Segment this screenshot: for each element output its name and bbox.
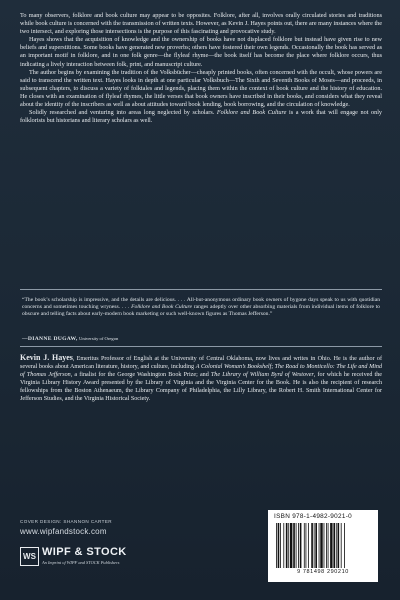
barcode-bar	[304, 523, 305, 568]
barcode-icon	[276, 523, 370, 568]
quote-book-title: Folklore and Book Culture	[131, 304, 193, 311]
barcode-bar	[300, 523, 302, 568]
publisher-name: WIPF & STOCK	[42, 546, 127, 558]
description-paragraph-4	[20, 109, 382, 125]
publisher-imprint: An Imprint of WIPF and STOCK Publishers	[42, 560, 120, 565]
barcode-bar	[311, 523, 313, 568]
barcode-bar	[330, 523, 332, 568]
barcode-bar	[283, 523, 284, 568]
quote-part-1: “The book’s scholarship is impressive, and the details are delicious. . . . All-but-anonymous ordinary book owners of bygone days speak to us with quotidian concerns and sometimes touching wryness. . . .	[22, 297, 380, 311]
description-paragraph-1: To many observers, folklore and book culture may appear to be opposites. Folklore, after all, involves orally circulated stories and traditions while book culture is concerned with the transmission of written texts. However, as Kevin J. Hayes points out, there are many instances where the two intersect, and exploring those intersections is the purpose of this fascinating and provocative study.	[20, 12, 382, 36]
barcode-bar	[290, 523, 292, 568]
isbn-label: ISBN 978-1-4982-9021-0	[274, 513, 353, 520]
paragraph-4-rest: is a work that will engage not only folklorists but historians and literary scholars as well.	[20, 109, 383, 125]
paragraph-4-text: Solidly researched and venturing into areas long neglected by scholars.	[29, 109, 217, 117]
description-paragraph-3: The author begins by examining the tradition of the Volksbücher—cheaply printed books, often concerned with the occult, whose powers are said to transcend the written text. Hayes looks in depth at one particular Volksbuch—The Sixth and Seventh Books of Moses—and proceeds, in subsequent chapters, to discuss a variety of folktales and legends, placing them within the context of book culture and the history of education. He closes with an examination of flyleaf rhymes, the little verses that book owners have inscribed in their books, and considers what they reveal about the identity of the inscribers as well as about attitudes toward book lending, book borrowing, and the circulation of knowledge.	[20, 68, 382, 109]
description	[20, 12, 382, 125]
reviewer-name: —DIANNE DUGAW,	[22, 336, 78, 342]
bio-text-2: ;	[271, 363, 275, 370]
bio-text-3: , a finalist for the George Washington Book Prize; and	[70, 371, 211, 378]
barcode-bar	[288, 523, 289, 568]
publisher-url: www.wipfandstock.com	[20, 527, 107, 536]
barcode-bar	[298, 523, 299, 568]
barcode-bar	[280, 523, 281, 568]
barcode-bar	[315, 523, 317, 568]
description-paragraph-2: Hayes shows that the acquisition of knowledge and the ownership of books have not displaced folklore but instead have given rise to new beliefs and superstitions. Some books have generated new proverbs; others have fostered their own legends. Occasionally the book has served as an important motif in folklore, and in one folk genre—the flyleaf rhyme—the book itself has become the place where folklore occurs, thus indicating a lively interaction between folk, print, and manuscript culture.	[20, 36, 382, 68]
bio-text-4: , for which he received the Virginia Library History Award presented by the Library of Virginia and the Virginia Center for the Book. He is also the recipient of research fellowships from the Boston Athenaeum, the Library Company of Philadelphia, the Lilly Library, the Robert H. Smith International Center for Jefferson Studies, and the Virginia Historical Society.	[20, 371, 382, 402]
barcode-digits: 9 781498 290210	[297, 569, 349, 575]
barcode-bar	[344, 523, 345, 568]
barcode-bar	[319, 523, 320, 568]
divider-top	[20, 289, 382, 290]
bio-text-1: , Emeritus Professor of English at the University of Central Oklahoma, now lives and writes in Ohio. He is the author of several books about American literature, history, and culture, including	[20, 356, 382, 370]
quote-part-2: ranges adeptly over other absorbing materials from individual items of folklore to obscure and telling facts about early-modern book marketing or such well-known figures as Thomas Jefferson.”	[22, 304, 380, 318]
reviewer-affiliation: University of Oregon	[79, 336, 119, 341]
barcode-bar	[296, 523, 297, 568]
bio-book-2: The Road to Monticello: The Life and Mind of Thomas Jefferson	[20, 363, 382, 378]
publisher-logo-mark: WS	[20, 547, 39, 566]
barcode-bar	[324, 523, 325, 568]
barcode-bar	[293, 523, 295, 568]
barcode-bars	[276, 523, 370, 568]
barcode-bar	[338, 523, 340, 568]
barcode-bar	[328, 523, 329, 568]
cover-credit: COVER DESIGN: SHANNON CARTER	[20, 519, 113, 524]
barcode-bar	[336, 523, 337, 568]
barcode-bar	[306, 523, 307, 568]
barcode-panel	[268, 510, 378, 582]
barcode-bar	[341, 523, 342, 568]
author-bio	[20, 354, 382, 403]
publisher-logo	[20, 545, 150, 571]
book-title: Folklore and Book Culture	[216, 109, 287, 117]
barcode-bar	[308, 523, 309, 568]
barcode-bar	[333, 523, 335, 568]
barcode-bar	[326, 523, 327, 568]
barcode-bar	[320, 523, 322, 568]
review-attribution	[22, 335, 322, 343]
divider-bottom	[20, 346, 382, 347]
bio-book-3: The Library of William Byrd of Westover	[210, 371, 314, 378]
barcode-bar	[314, 523, 315, 568]
barcode-bar	[286, 523, 288, 568]
author-name: Kevin J. Hayes	[20, 353, 73, 362]
review-quote	[22, 297, 380, 319]
barcode-bar	[278, 523, 280, 568]
barcode-bar	[276, 523, 277, 568]
bio-book-1: A Colonial Woman’s Bookshelf	[195, 363, 272, 370]
